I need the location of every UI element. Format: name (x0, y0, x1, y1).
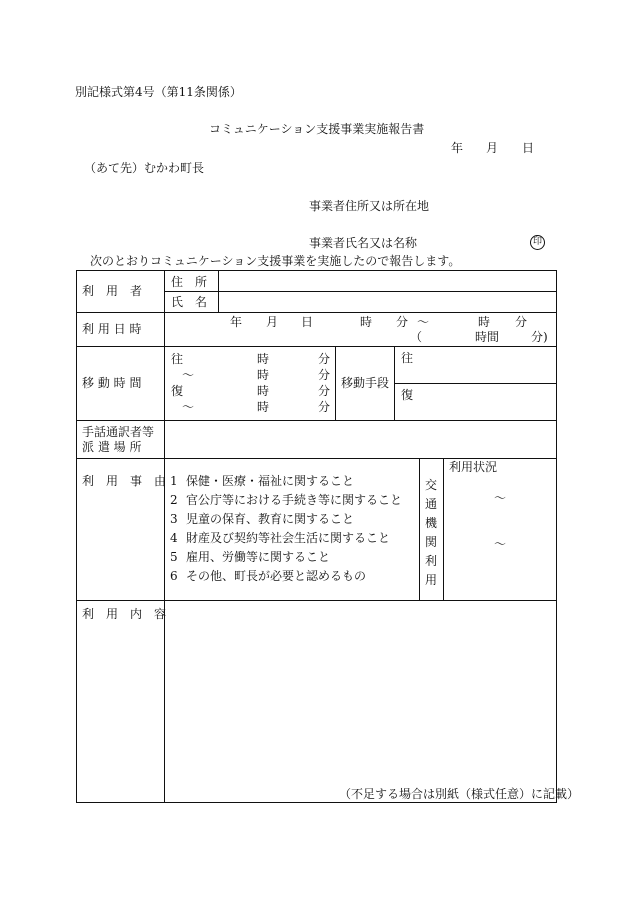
operator-address-label: 事業者住所又は所在地 (309, 199, 430, 213)
dispatch-place-label-1: 手話通訳者等 (82, 425, 155, 439)
travel-ret-min1: 分 (318, 384, 331, 398)
travel-out-min2: 分 (318, 368, 331, 382)
travel-out-hour2: 時 (257, 368, 270, 382)
purpose-item-1-no: 1 (170, 474, 178, 488)
transport-tilde-1: 〜 (494, 491, 507, 505)
transport-tilde-2: 〜 (494, 537, 507, 551)
seal-mark: 印 (530, 235, 545, 250)
purpose-item-3: 児童の保育、教育に関すること (186, 512, 355, 526)
user-address-label: 住 所 (171, 275, 208, 289)
travel-means-return: 復 (401, 388, 414, 402)
purpose-item-2-no: 2 (170, 493, 178, 507)
purpose-label: 利 用 事 由 (82, 474, 167, 488)
travel-ret-hour2: 時 (257, 400, 270, 414)
travel-time-label: 移 動 時 間 (82, 376, 142, 390)
purpose-item-1: 保健・医療・福祉に関すること (186, 474, 355, 488)
table-border-top (76, 270, 557, 271)
addressee: （あて先）むかわ町長 (84, 161, 205, 175)
usage-month: 月 (266, 315, 279, 329)
user-name-label: 氏 名 (171, 295, 208, 309)
usage-year: 年 (230, 315, 243, 329)
table-border-left (76, 270, 77, 803)
intro-text: 次のとおりコミュニケーション支援事業を実施したので報告します。 (90, 254, 461, 268)
date-year-label: 年 (451, 141, 464, 155)
travel-ret-tilde: 〜 (182, 400, 195, 414)
content-label: 利 用 内 容 (82, 607, 167, 621)
travel-return-label: 復 (171, 384, 184, 398)
usage-minute-end: 分 (515, 315, 528, 329)
travel-outbound-label: 往 (171, 352, 184, 366)
transport-label-char-2: 通 (425, 497, 438, 511)
purpose-item-6: その他、町長が必要と認めるもの (186, 569, 367, 583)
transport-label-char-5: 利 (425, 554, 438, 568)
usage-minute-start: 分 (396, 315, 409, 329)
usage-day: 日 (301, 315, 314, 329)
travel-out-tilde: 〜 (182, 368, 195, 382)
purpose-item-4: 財産及び契約等社会生活に関すること (186, 531, 391, 545)
usage-tilde: 〜 (417, 315, 430, 329)
usage-hour-start: 時 (360, 315, 373, 329)
travel-ret-hour1: 時 (257, 384, 270, 398)
transport-label-char-6: 用 (425, 573, 438, 587)
dispatch-place-label-2: 派 遣 場 所 (82, 440, 142, 454)
table-border-bottom (76, 802, 557, 803)
travel-out-hour1: 時 (257, 352, 270, 366)
purpose-item-5: 雇用、労働等に関すること (186, 550, 331, 564)
purpose-item-4-no: 4 (170, 531, 178, 545)
transport-label-char-1: 交 (425, 478, 438, 492)
user-label: 利 用 者 (82, 284, 143, 298)
travel-means-outbound: 往 (401, 351, 414, 365)
purpose-item-3-no: 3 (170, 512, 178, 526)
usage-duration-minutes: 分) (531, 330, 548, 344)
operator-name-label: 事業者氏名又は名称 (309, 236, 418, 250)
travel-out-min1: 分 (318, 352, 331, 366)
usage-duration-hours: 時間 (475, 330, 500, 344)
purpose-item-2: 官公庁等における手続き等に関すること (186, 493, 403, 507)
usage-duration-open: （ (410, 330, 423, 344)
usage-hour-end: 時 (478, 315, 491, 329)
purpose-item-5-no: 5 (170, 550, 178, 564)
form-reference: 別記様式第4号（第11条関係） (75, 85, 242, 99)
purpose-item-6-no: 6 (170, 569, 178, 583)
travel-means-label: 移動手段 (341, 376, 390, 390)
table-border-right (556, 270, 557, 803)
usage-datetime-label: 利 用 日 時 (82, 322, 142, 336)
page-title: コミュニケーション支援事業実施報告書 (209, 122, 425, 136)
content-overflow-note: （不足する場合は別紙（様式任意）に記載） (339, 787, 580, 801)
date-day-label: 日 (522, 141, 535, 155)
transport-label-char-4: 関 (425, 535, 438, 549)
date-month-label: 月 (486, 141, 499, 155)
transport-label-char-3: 機 (425, 516, 438, 530)
travel-ret-min2: 分 (318, 400, 331, 414)
transport-status-label: 利用状況 (449, 460, 498, 474)
